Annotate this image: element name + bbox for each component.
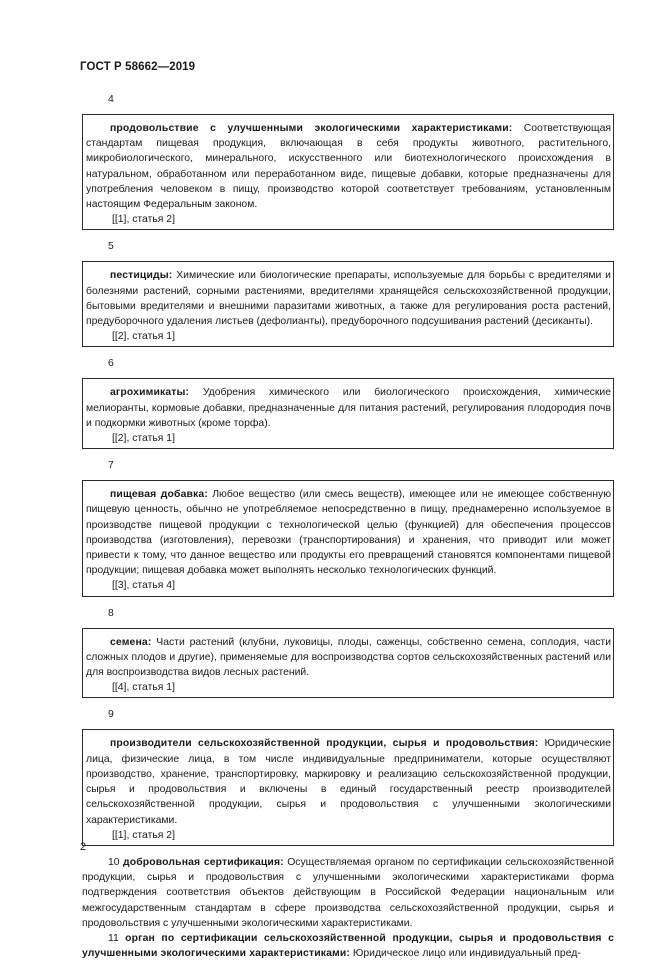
- entry-number: 8: [108, 607, 114, 619]
- term-paragraph-10: [82, 855, 614, 931]
- entry-source: [[2], статья 1]: [112, 331, 175, 343]
- entry-number: 5: [108, 241, 114, 253]
- entry-number: 4: [108, 94, 114, 105]
- paragraph-term: добровольная сертификация:: [122, 856, 284, 868]
- entry-box: [82, 480, 614, 596]
- paragraph-term: орган по сертификации сельскохозяйственной продукции, сырья и продовольствия с улучшенными экологическими характеристиками:: [82, 932, 614, 960]
- entry-term: пестициды:: [110, 270, 173, 282]
- terms-content: [82, 92, 614, 961]
- term-entry-6: [82, 356, 614, 449]
- paragraph-number: 10: [108, 856, 120, 868]
- entry-source: [[1], статья 2]: [112, 829, 175, 841]
- entry-term: агрохимикаты:: [110, 387, 190, 399]
- entry-term: пищевая добавка:: [110, 489, 208, 501]
- term-entry-7: [82, 458, 614, 596]
- entry-number: 7: [108, 460, 114, 472]
- entry-source: [[2], статья 1]: [112, 433, 175, 445]
- entry-definition: Удобрения химического или биологического происхождения, химические мелиоранты, кормовые добавки, предназначенные для питания растений, регулирования плодородия почв и подкормки животных (кроме торфа).: [86, 387, 611, 429]
- entry-term: семена:: [110, 636, 152, 648]
- paragraph-definition: Юридическое лицо или индивидуальный пред-: [352, 948, 581, 960]
- entry-definition: Любое вещество (или смесь веществ), имеющее или не имеющее собственную пищевую ценность, обычно не употребляемое непосредственно в пищу, преднамеренно используемое в производстве пищевой продукции с технологической целью (функцией) для обеспечения процессов производства (изготовления), перевозки (транспортирования) и хранения, что приводит или может привести к тому, что данное вещество или продукты его превращений становятся компонентами пищевой продукции; пищевая добавка может выполнять несколько технологических функций.: [86, 489, 612, 577]
- entry-source: [[3], статья 4]: [112, 580, 175, 592]
- entry-box: [82, 261, 614, 347]
- entry-definition: Соответствующая стандартам пищевая продукция, включающая в себя продукты животного, растительного, микробиологического, минерального, искусственного или биотехнологического происхождения в натуральном, обработанном или переработанном виде, пищевые добавки, которые предназначены для употребления человеком в пищу, производство которой соответствует требованиям, установленным настоящим Федеральным законом.: [86, 123, 611, 211]
- entry-source: [[4], статья 1]: [112, 682, 175, 694]
- entry-box: [82, 114, 614, 230]
- paragraph-definition: Осуществляемая органом по сертификации сельскохозяйственной продукции, сырья и продовольствия с улучшенными экологическими характеристиками форма подтверждения соответствия объектов действующим в Российской Федерации национальным или межгосударственным стандартам в сфере производства сельскохозяйственной продукции, сырья и продовольствия с улучшенными экологическими характеристиками.: [82, 856, 614, 929]
- entry-definition: Части растений (клубни, луковицы, плоды, саженцы, собственно семена, соплодия, части сложных плодов и другие), применяемые для воспроизводства сортов сельскохозяйственных растений или для воспроизводства видов лесных растений.: [86, 636, 611, 679]
- entry-number: 9: [108, 709, 114, 721]
- paragraph-number: 11: [108, 932, 119, 944]
- term-entry-8: [82, 606, 614, 699]
- term-entry-5: [82, 239, 614, 347]
- document-header: ГОСТ Р 58662—2019: [80, 61, 196, 73]
- entry-box: [82, 729, 614, 845]
- entry-box: [82, 378, 614, 449]
- term-entry-9: [82, 707, 614, 845]
- term-entry-4: [82, 92, 614, 230]
- entry-term: производители сельскохозяйственной продукции, сырья и продовольствия:: [110, 738, 539, 750]
- entry-source: [[1], статья 2]: [112, 214, 175, 226]
- entry-definition: Химические или биологические препараты, используемые для борьбы с вредителями и болезнями растений, сорными растениями, вредителями хранящейся сельскохозяйственной продукции, бытовыми вредителями и внешними паразитами животных, а также для регулирования роста растений, предуборочного удаления листьев (дефолианты), предуборочного подсушивания растений (десиканты).: [86, 270, 611, 328]
- entry-box: [82, 628, 614, 699]
- entry-number: 6: [108, 358, 114, 370]
- entry-definition: Юридические лица, физические лица, в том числе индивидуальные предприниматели, которые осуществляют производство, хранение, транспортировку, маркировку и реализацию сельскохозяйственной продукции, сырья и продовольствия и включены в единый государственный реестр производителей сельскохозяйственной продукции, сырья и продовольствия с улучшенными экологическими характеристиками.: [86, 738, 611, 826]
- page-number: 2: [80, 841, 87, 853]
- term-paragraph-11: [82, 931, 614, 961]
- entry-term: продовольствие с улучшенными экологическими характеристиками:: [110, 123, 513, 134]
